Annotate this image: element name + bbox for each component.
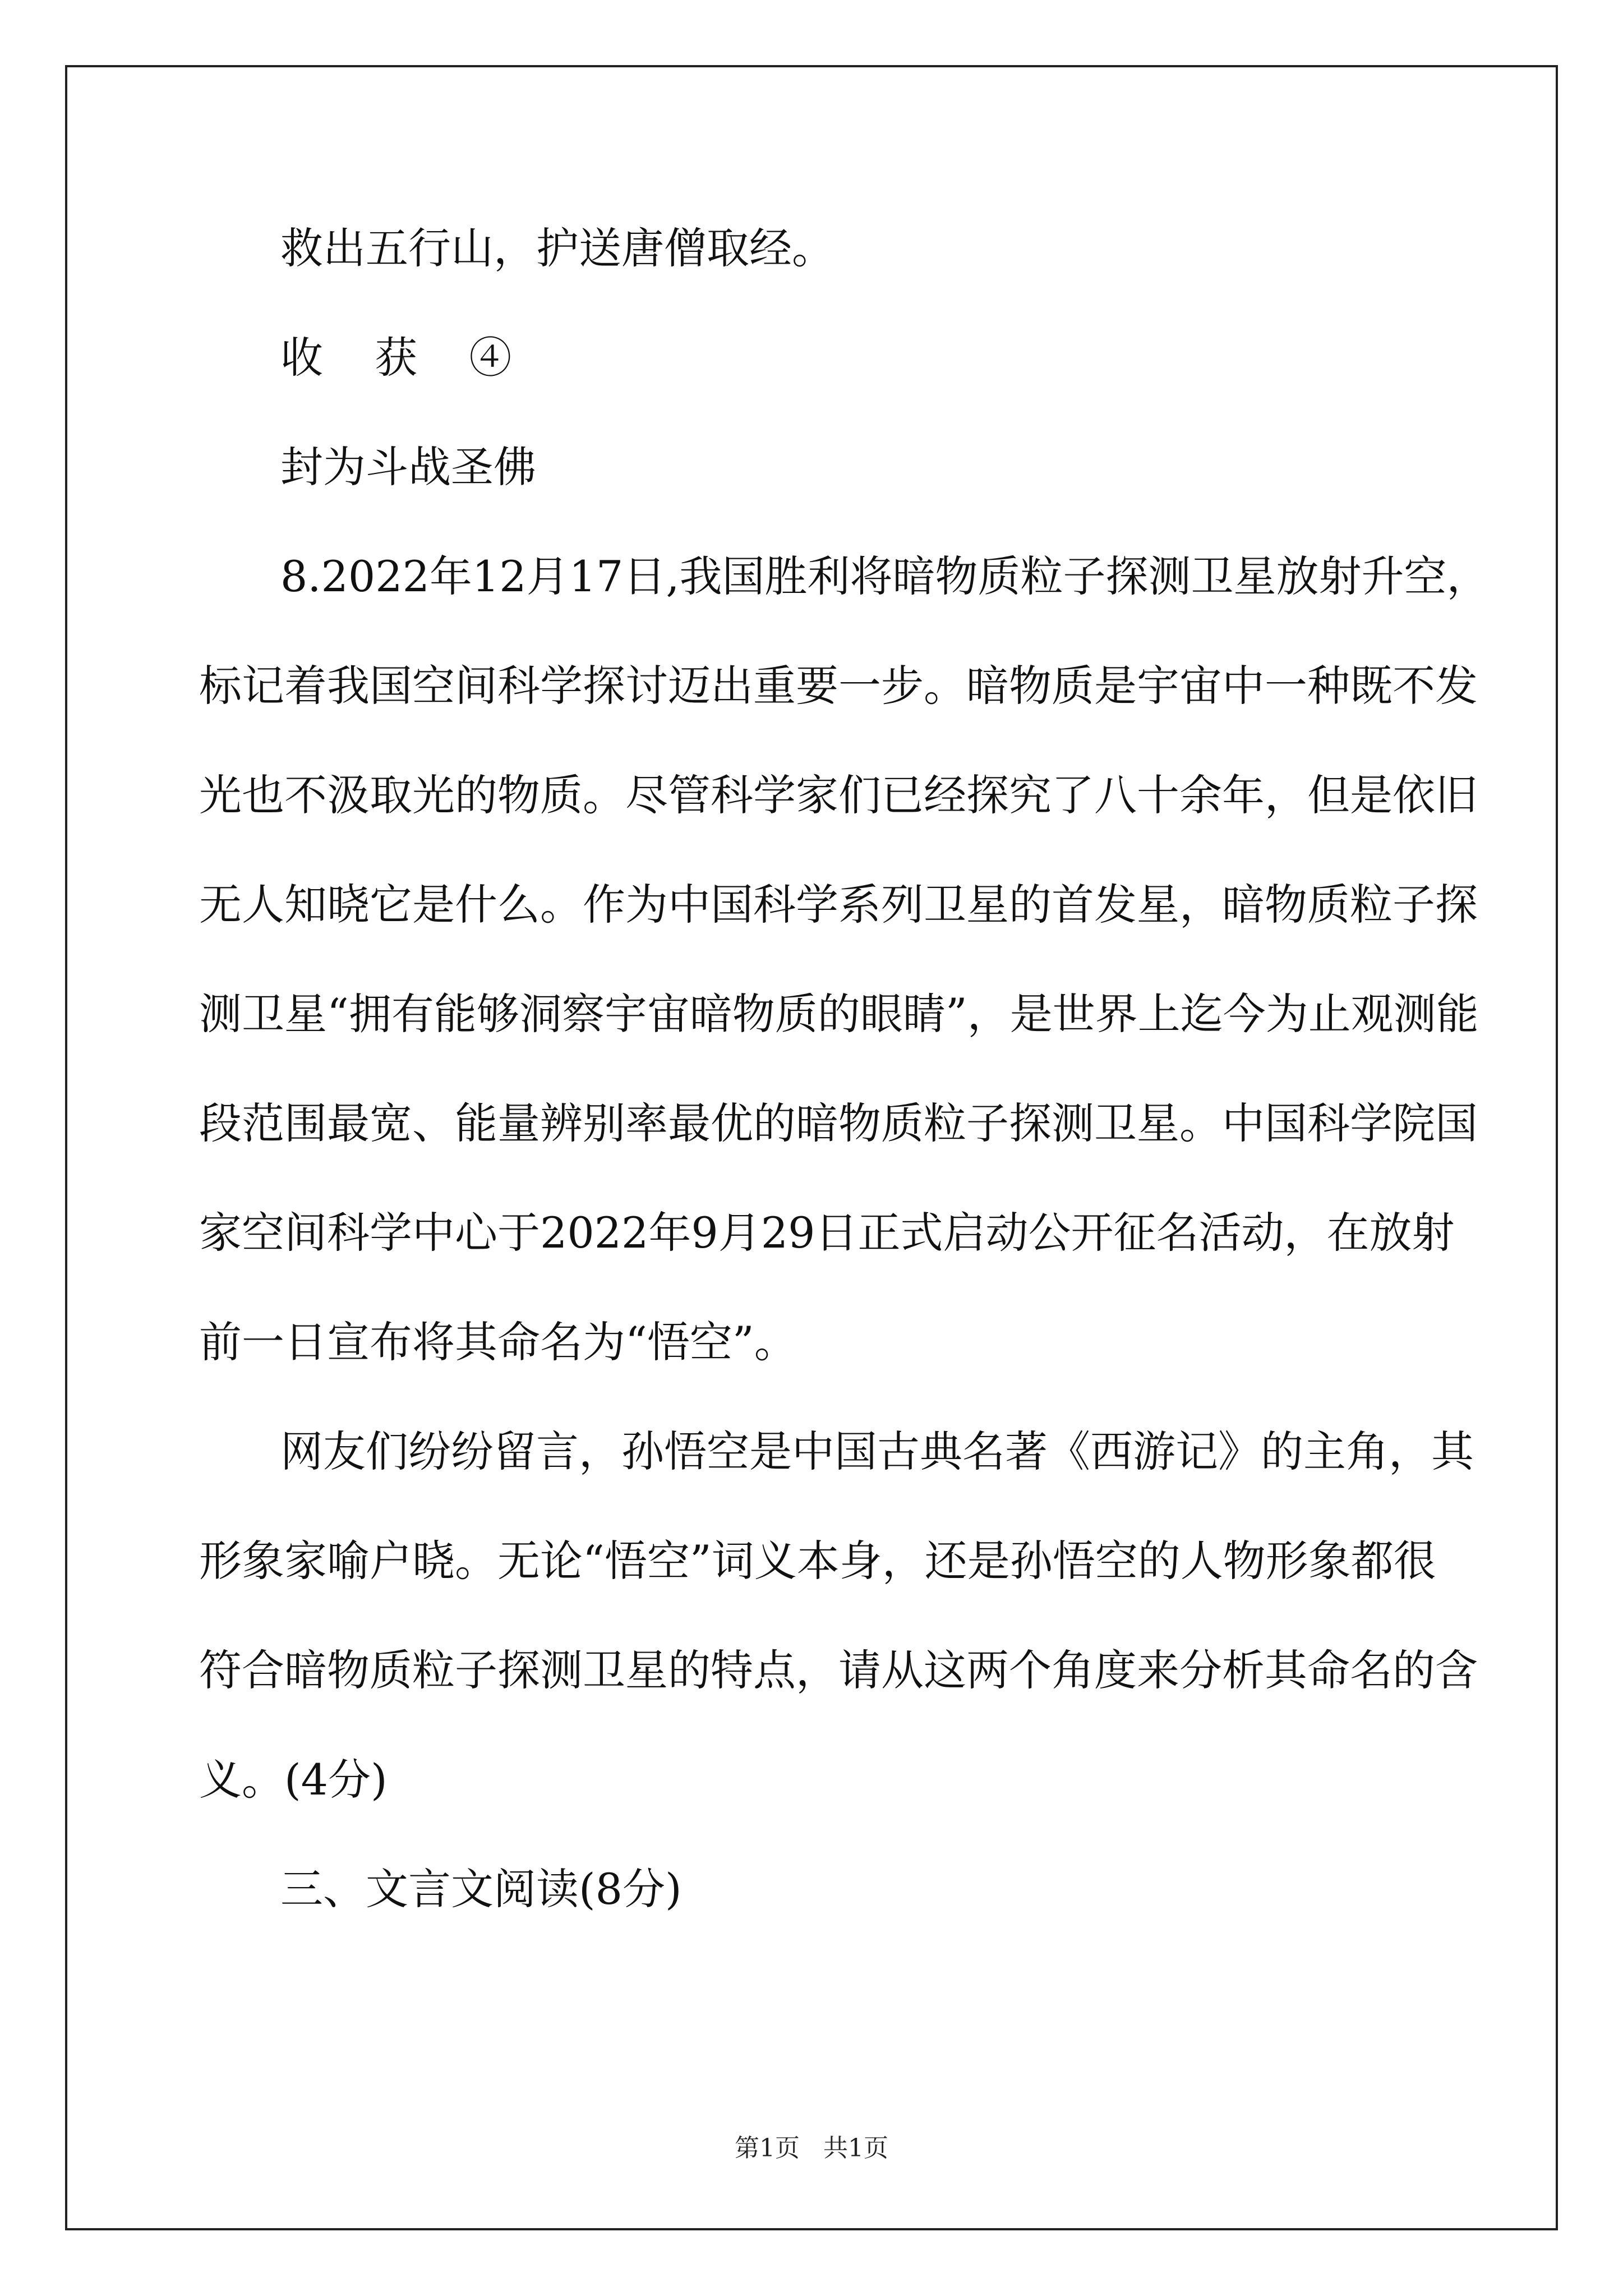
text-line: 段范围最宽、能量辨别率最优的暗物质粒子探测卫星。中国科学院国	[199, 1098, 1478, 1148]
text-line: 标记着我国空间科学探讨迈出重要一步。暗物质是宇宙中一种既不发	[199, 661, 1478, 711]
text-line: 符合暗物质粒子探测卫星的特点，请从这两个角度来分析其命名的含	[199, 1645, 1478, 1695]
text-line: 封为斗战圣佛	[280, 442, 536, 492]
text-line: 8.2022年12月17日,我国胜利将暗物质粒子探测卫星放射升空，	[280, 551, 1490, 601]
text-line: 无人知晓它是什么。作为中国科学系列卫星的首发星，暗物质粒子探	[199, 880, 1478, 930]
text-line: 网友们纷纷留言，孙悟空是中国古典名著《西游记》的主角，其	[280, 1427, 1474, 1476]
text-line: 家空间科学中心于2022年9月29日正式启动公开征名活动，在放射	[199, 1208, 1455, 1258]
text-line: 形象家喻户晓。无论“悟空”词义本身，还是孙悟空的人物形象都很	[199, 1536, 1436, 1586]
text-line: 救出五行山，护送唐僧取经。	[280, 223, 834, 273]
section-heading: 三、文言文阅读(8分)	[280, 1864, 682, 1914]
text-line: 收 获 ④	[280, 333, 531, 383]
text-line: 光也不汲取光的物质。尽管科学家们已经探究了八十余年，但是依旧	[199, 770, 1478, 820]
page-number: 第1页 共1页	[735, 2134, 888, 2162]
text-line: 测卫星“拥有能够洞察宇宙暗物质的眼睛”，是世界上迄今为止观测能	[199, 989, 1479, 1039]
text-line: 义。(4分)	[199, 1755, 388, 1805]
text-line: 前一日宣布将其命名为“悟空”。	[199, 1317, 797, 1367]
